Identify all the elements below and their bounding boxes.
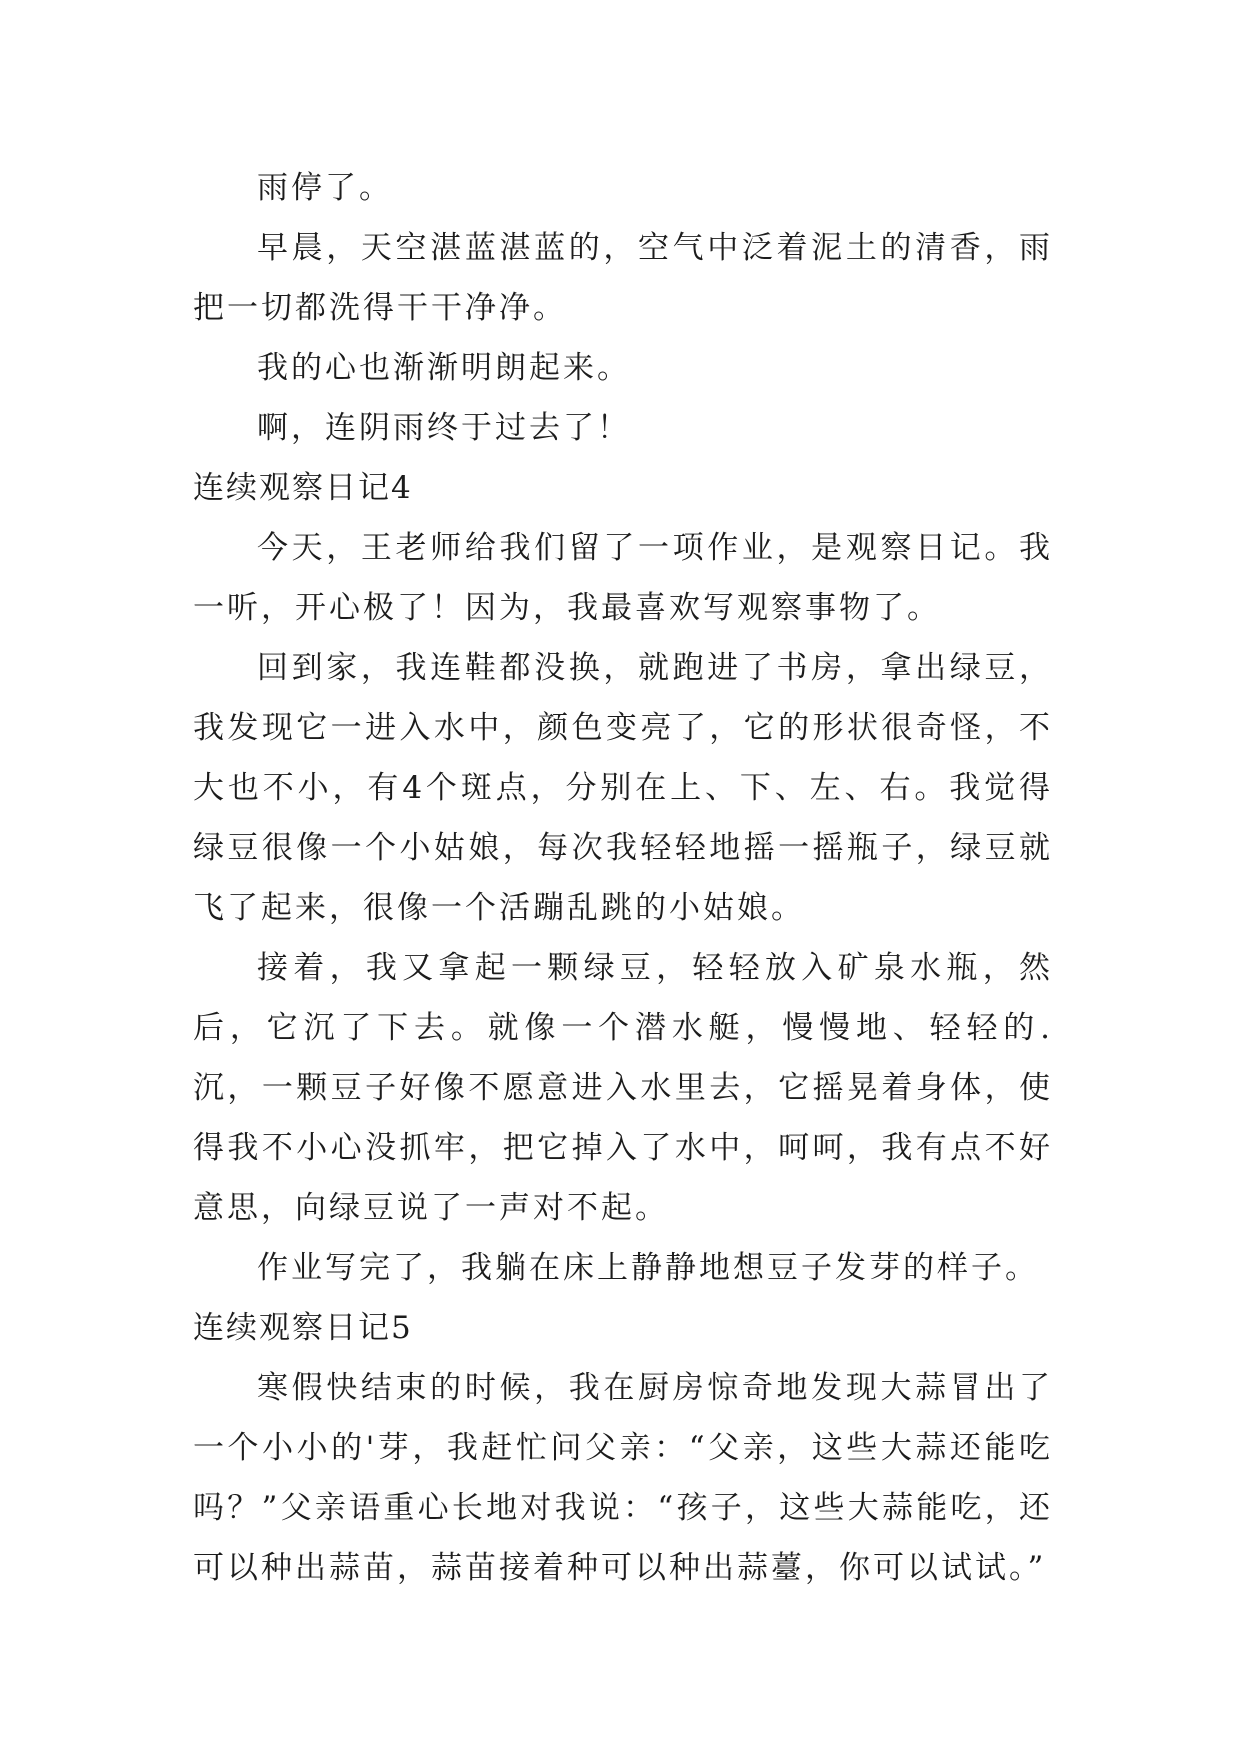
paragraph-homework: 今天，王老师给我们留了一项作业，是观察日记。我一听，开心极了！因为，我最喜欢写观察事物了。: [193, 530, 1053, 626]
section-heading-4: 连续观察日记4: [193, 470, 413, 506]
paragraph-morning: 早晨，天空湛蓝湛蓝的，空气中泛着泥土的清香，雨把一切都洗得干干净净。: [193, 230, 1053, 326]
document-body: [193, 158, 1053, 1598]
paragraph-homework-done: 作业写完了，我躺在床上静静地想豆子发芽的样子。: [257, 1250, 1039, 1286]
paragraph-rain-stopped: 雨停了。: [257, 170, 393, 206]
paragraph-bottle: 接着，我又拿起一颗绿豆，轻轻放入矿泉水瓶，然后，它沉了下去。就像一个潜水艇，慢慢地、轻轻的.沉，一颗豆子好像不愿意进入水里去，它摇晃着身体，使得我不小心没抓牢，把它掉入了水中，呵呵，我有点不好意思，向绿豆说了一声对不起。: [193, 950, 1053, 1226]
paragraph-garlic: 寒假快结束的时候，我在厨房惊奇地发现大蒜冒出了一个小小的'芽，我赶忙问父亲：“父亲，这些大蒜还能吃吗？”父亲语重心长地对我说：“孩子，这些大蒜能吃，还可以种出蒜苗，蒜苗接着种可以种出蒜薹，你可以试试。”: [193, 1370, 1053, 1586]
section-heading-5: 连续观察日记5: [193, 1310, 413, 1346]
paragraph-heart: 我的心也渐渐明朗起来。: [257, 350, 631, 386]
paragraph-rain-over: 啊，连阴雨终于过去了！: [257, 410, 631, 446]
paragraph-mung-bean: 回到家，我连鞋都没换，就跑进了书房，拿出绿豆，我发现它一进入水中，颜色变亮了，它的形状很奇怪，不大也不小，有4个斑点，分别在上、下、左、右。我觉得绿豆很像一个小姑娘，每次我轻轻地摇一摇瓶子，绿豆就飞了起来，很像一个活蹦乱跳的小姑娘。: [193, 650, 1053, 926]
